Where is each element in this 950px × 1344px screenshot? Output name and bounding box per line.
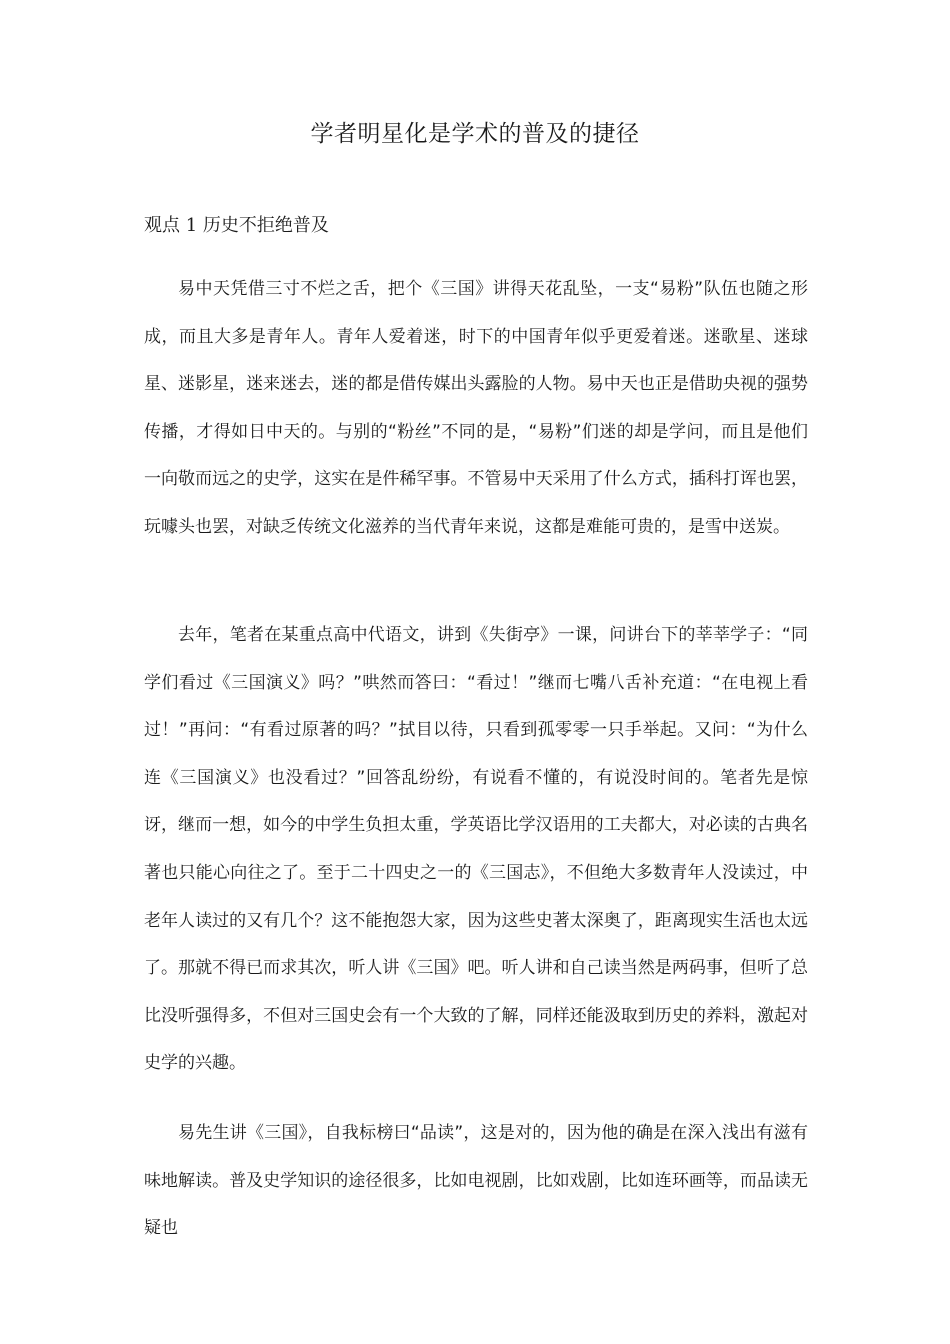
paragraph-2: 去年，笔者在某重点高中代语文，讲到《失街亭》一课，问讲台下的莘莘学子：“同学们看过《三国演义》吗？”哄然而答曰：“看过！”继而七嘴八舌补充道：“在电视上看过！”再问：“有看过原著的吗？”拭目以待，只看到孤零零一只手举起。又问：“为什么连《三国演义》也没看过？”回答乱纷纷，有说看不懂的，有说没时间的。笔者先是惊讶，继而一想，如今的中学生负担太重，学英语比学汉语用的工夫都大，对必读的古典名著也只能心向往之了。至于二十四史之一的《三国志》，不但绝大多数青年人没读过，中老年人读过的又有几个？这不能抱怨大家，因为这些史著太深奥了，距离现实生活也太远了。那就不得已而求其次，听人讲《三国》吧。听人讲和自己读当然是两码事，但听了总比没听强得多，不但对三国史会有一个大致的了解，同样还能汲取到历史的养料，激起对史学的兴趣。 <box>144 625 808 1074</box>
paragraph-1: 易中天凭借三寸不烂之舌，把个《三国》讲得天花乱坠，一支“易粉”队伍也随之形成，而且大多是青年人。青年人爱着迷，时下的中国青年似乎更爱着迷。迷歌星、迷球星、迷影星，迷来迷去，迷的都是借传媒出头露脸的人物。易中天也正是借助央视的强势传播，才得如日中天的。与别的“粉丝”不同的是，“易粉”们迷的却是学问，而且是他们一向敬而远之的史学，这实在是件稀罕事。不管易中天采用了什么方式，插科打诨也罢，玩噱头也罢，对缺乏传统文化滋养的当代青年来说，这都是难能可贵的，是雪中送炭。 <box>144 279 808 537</box>
paragraph-3: 易先生讲《三国》，自我标榜曰“品读”，这是对的，因为他的确是在深入浅出有滋有味地解读。普及史学知识的途径很多，比如电视剧，比如戏剧，比如连环画等，而品读无疑也 <box>144 1123 808 1239</box>
section-heading: 观点 1 历史不拒绝普及 <box>144 215 329 236</box>
document-title: 学者明星化是学术的普及的捷径 <box>310 121 640 147</box>
